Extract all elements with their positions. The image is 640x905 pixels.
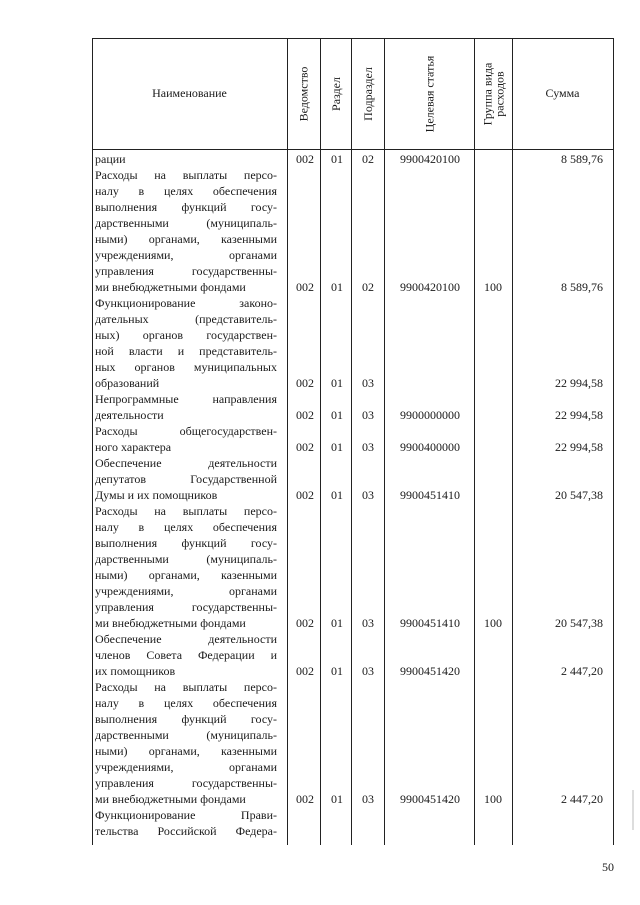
- name-text-line: ных) органов государствен-: [95, 328, 277, 342]
- header-vedomstvo-label: Ведомство: [296, 66, 311, 121]
- header-gruppa: [474, 38, 512, 149]
- podrazdel-cell: 03: [362, 376, 374, 390]
- razdel-cell: 01: [331, 376, 343, 390]
- summa-cell: 22 994,58: [555, 440, 603, 454]
- razdel-cell: 01: [331, 664, 343, 678]
- vedomstvo-cell: 002: [296, 408, 314, 422]
- name-text-line: управления государственны-: [95, 264, 277, 278]
- table-header-bottom-border: [92, 149, 614, 150]
- name-text-line: Обеспечение деятельности: [95, 456, 277, 470]
- summa-cell: 20 547,38: [555, 616, 603, 630]
- vedomstvo-cell: 002: [296, 488, 314, 502]
- name-text-line: Расходы на выплаты персо-: [95, 504, 277, 518]
- name-text-line: рации: [95, 152, 126, 166]
- vedomstvo-cell: 002: [296, 440, 314, 454]
- razdel-cell: 01: [331, 280, 343, 294]
- name-text-line: ми внебюджетными фондами: [95, 280, 246, 294]
- vedomstvo-cell: 002: [296, 376, 314, 390]
- podrazdel-cell: 03: [362, 664, 374, 678]
- table-left-border: [92, 38, 93, 845]
- name-text-line: Думы и их помощников: [95, 488, 218, 502]
- name-text-line: ными) органами, казенными: [95, 568, 277, 582]
- vedomstvo-cell: 002: [296, 616, 314, 630]
- celevaya-cell: 9900000000: [400, 408, 460, 422]
- celevaya-cell: 9900451410: [400, 488, 460, 502]
- podrazdel-cell: 03: [362, 792, 374, 806]
- col-divider: [512, 38, 513, 845]
- col-divider: [320, 38, 321, 845]
- name-text-line: ной власти и представитель-: [95, 344, 277, 358]
- podrazdel-cell: 03: [362, 488, 374, 502]
- col-divider: [287, 38, 288, 845]
- name-text-line: дарственными (муниципаль-: [95, 552, 277, 566]
- gruppa-cell: 100: [484, 280, 502, 294]
- podrazdel-cell: 03: [362, 616, 374, 630]
- summa-cell: 8 589,76: [561, 152, 603, 166]
- header-razdel: [320, 38, 351, 149]
- name-text-line: Расходы общегосударствен-: [95, 424, 277, 438]
- header-celevaya-label: Целевая статья: [421, 55, 436, 132]
- header-summa-label: Сумма: [545, 86, 580, 100]
- header-razdel-label: Раздел: [328, 76, 343, 111]
- celevaya-cell: 9900420100: [400, 280, 460, 294]
- podrazdel-cell: 03: [362, 440, 374, 454]
- page-number: 50: [602, 860, 614, 874]
- razdel-cell: 01: [331, 152, 343, 166]
- summa-cell: 2 447,20: [561, 664, 603, 678]
- name-text-line: Непрограммные направления: [95, 392, 277, 406]
- name-text-line: выполнения функций госу-: [95, 536, 277, 550]
- celevaya-cell: 9900451420: [400, 664, 460, 678]
- name-text-line: ными) органами, казенными: [95, 744, 277, 758]
- name-text-line: их помощников: [95, 664, 176, 678]
- name-text-line: Расходы на выплаты персо-: [95, 168, 277, 182]
- name-text-line: Функционирование законо-: [95, 296, 277, 310]
- header-gruppa-line2: расходов: [492, 70, 506, 117]
- name-text-line: управления государственны-: [95, 776, 277, 790]
- header-podrazdel-label: Подраздел: [360, 66, 375, 121]
- name-text-line: налу в целях обеспечения: [95, 184, 277, 198]
- razdel-cell: 01: [331, 408, 343, 422]
- vedomstvo-cell: 002: [296, 664, 314, 678]
- header-name: [92, 38, 287, 149]
- celevaya-cell: 9900451420: [400, 792, 460, 806]
- margin-mark: [632, 790, 634, 830]
- summa-cell: 20 547,38: [555, 488, 603, 502]
- celevaya-cell: 9900451410: [400, 616, 460, 630]
- name-text-line: Расходы на выплаты персо-: [95, 680, 277, 694]
- col-divider: [384, 38, 385, 845]
- name-text-line: учреждениями, органами: [95, 248, 277, 262]
- celevaya-cell: 9900420100: [400, 152, 460, 166]
- summa-cell: 2 447,20: [561, 792, 603, 806]
- vedomstvo-cell: 002: [296, 152, 314, 166]
- podrazdel-cell: 03: [362, 408, 374, 422]
- name-text-line: учреждениями, органами: [95, 584, 277, 598]
- podrazdel-cell: 02: [362, 280, 374, 294]
- summa-cell: 22 994,58: [555, 376, 603, 390]
- table-right-border: [613, 38, 614, 845]
- name-text-line: образований: [95, 376, 160, 390]
- name-text-line: ми внебюджетными фондами: [95, 792, 246, 806]
- col-divider: [474, 38, 475, 845]
- header-gruppa-label: [481, 62, 505, 125]
- name-text-line: ми внебюджетными фондами: [95, 616, 246, 630]
- name-text-line: Функционирование Прави-: [95, 808, 277, 822]
- name-text-line: тельства Российской Федера-: [95, 824, 277, 838]
- name-text-line: выполнения функций госу-: [95, 200, 277, 214]
- name-text-line: ного характера: [95, 440, 172, 454]
- name-text-line: дательных (представитель-: [95, 312, 277, 326]
- header-vedomstvo: [287, 38, 320, 149]
- summa-cell: 8 589,76: [561, 280, 603, 294]
- razdel-cell: 01: [331, 616, 343, 630]
- header-gruppa-line1: Группа вида: [480, 62, 494, 125]
- name-text-line: ными) органами, казенными: [95, 232, 277, 246]
- name-text-line: депутатов Государственной: [95, 472, 277, 486]
- name-text-line: налу в целях обеспечения: [95, 696, 277, 710]
- name-text-line: деятельности: [95, 408, 164, 422]
- name-text-line: выполнения функций госу-: [95, 712, 277, 726]
- vedomstvo-cell: 002: [296, 792, 314, 806]
- col-divider: [351, 38, 352, 845]
- summa-cell: 22 994,58: [555, 408, 603, 422]
- name-text-line: дарственными (муниципаль-: [95, 216, 277, 230]
- header-summa: [512, 38, 613, 149]
- razdel-cell: 01: [331, 488, 343, 502]
- name-text-line: ных органов муниципальных: [95, 360, 277, 374]
- header-name-label: Наименование: [152, 86, 227, 100]
- vedomstvo-cell: 002: [296, 280, 314, 294]
- name-text-line: дарственными (муниципаль-: [95, 728, 277, 742]
- name-text-line: учреждениями, органами: [95, 760, 277, 774]
- gruppa-cell: 100: [484, 616, 502, 630]
- name-text-line: Обеспечение деятельности: [95, 632, 277, 646]
- name-text-line: членов Совета Федерации и: [95, 648, 277, 662]
- header-podrazdel: [351, 38, 384, 149]
- razdel-cell: 01: [331, 440, 343, 454]
- podrazdel-cell: 02: [362, 152, 374, 166]
- header-celevaya: [384, 38, 474, 149]
- name-text-line: управления государственны-: [95, 600, 277, 614]
- name-text-line: налу в целях обеспечения: [95, 520, 277, 534]
- celevaya-cell: 9900400000: [400, 440, 460, 454]
- gruppa-cell: 100: [484, 792, 502, 806]
- razdel-cell: 01: [331, 792, 343, 806]
